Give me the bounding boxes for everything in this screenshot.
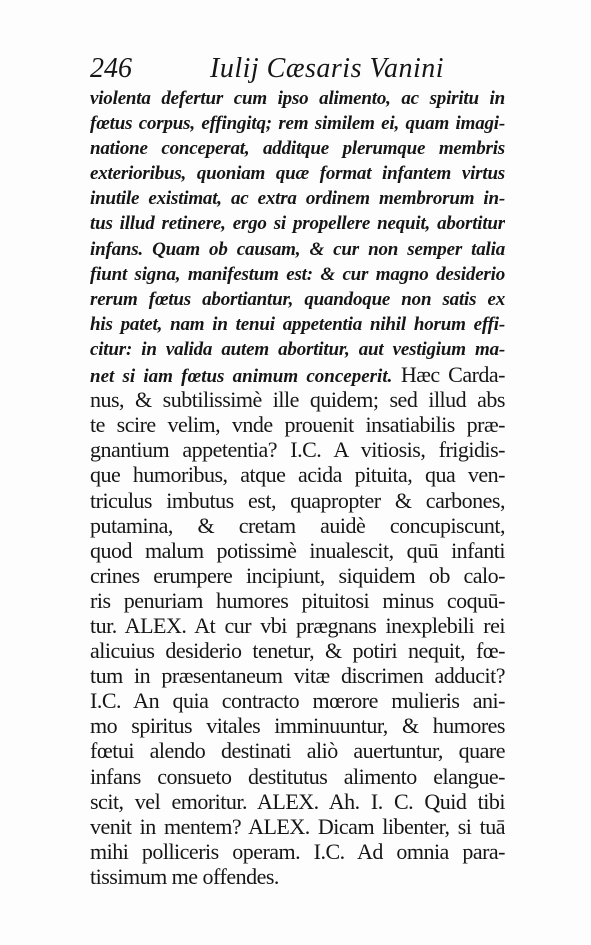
text-line: mihi polliceris operam. I.C. Ad omnia para- [90, 838, 505, 864]
roman-segment: Hæc Carda- [392, 362, 505, 388]
text-line: tus illud retinere, ergo si propellere nequit, abortitur [90, 213, 505, 235]
text-line: alicuius desiderio tenetur, & potiri nequit, fœ- [90, 638, 505, 664]
text-line: nus, & subtilissimè ille quidem; sed illud abs [90, 387, 505, 413]
text-line: tissimum me offendes. [90, 863, 279, 889]
text-line: mo spiritus vitales imminuuntur, & humores [90, 713, 505, 739]
text-line: scit, vel emoritur. ALEX. Ah. I. C. Quid tibi [90, 788, 505, 814]
text-line: violenta defertur cum ipso alimento, ac spiritu in [90, 88, 505, 109]
page-number: 246 [90, 53, 132, 84]
text-line: I.C. An quia contracto mœrore mulieris ani- [90, 688, 505, 714]
text-line: fœtui alendo destinati aliò auertuntur, quare [90, 738, 505, 764]
text-line: gnantium appetentia? I.C. A vitiosis, frigidis- [90, 437, 505, 463]
text-line: exterioribus, quoniam quæ format infantem virtus [90, 163, 505, 185]
text-line: tur. ALEX. At cur vbi prægnans inexplebili rei [90, 612, 505, 638]
text-line: fiunt signa, manifestum est: & cur magno desiderio [90, 263, 505, 285]
italic-segment: net si iam fœtus animum conceperit. [90, 366, 393, 388]
text-line: que humoribus, atque acida pituita, qua ven- [90, 462, 505, 488]
text-line: quod malum potissimè inualescit, quū infanti [90, 537, 505, 563]
text-line: infans consueto destitutus alimento elangue- [90, 763, 505, 789]
text-line: triculus imbutus est, quapropter & carbones, [90, 487, 505, 513]
text-line: te scire velim, vnde prouenit insatiabilis præ- [90, 412, 505, 438]
body-text [90, 86, 505, 889]
text-line: fœtus corpus, effingitq; rem similem ei, quam imagi- [90, 113, 505, 135]
text-line: infans. Quam ob causam, & cur non semper talia [90, 238, 505, 260]
text-line: inutile existimat, ac extra ordinem membrorum in- [90, 188, 505, 210]
text-line-mixed [90, 362, 505, 387]
text-line: natione conceperat, additque plerumque membris [90, 138, 505, 160]
text-line: ris penuriam humores pituitosi minus coquū- [90, 587, 505, 613]
running-title: Iulij Cæsaris Vanini [210, 53, 445, 84]
running-head [90, 49, 505, 89]
text-line: his patet, nam in tenui appetentia nihil horum effi- [90, 313, 505, 335]
text-line: venit in mentem? ALEX. Dicam libenter, si tuā [90, 813, 505, 839]
text-line: putamina, & cretam auidè concupiscunt, [90, 512, 505, 538]
text-line: crines erumpere incipiunt, siquidem ob calo- [90, 562, 505, 588]
text-line: tum in præsentaneum vitæ discrimen adducit? [90, 663, 505, 689]
text-line: rerum fœtus abortiantur, quandoque non satis ex [90, 288, 505, 310]
text-line: citur: in valida autem abortitur, aut vestigium ma- [90, 338, 505, 360]
